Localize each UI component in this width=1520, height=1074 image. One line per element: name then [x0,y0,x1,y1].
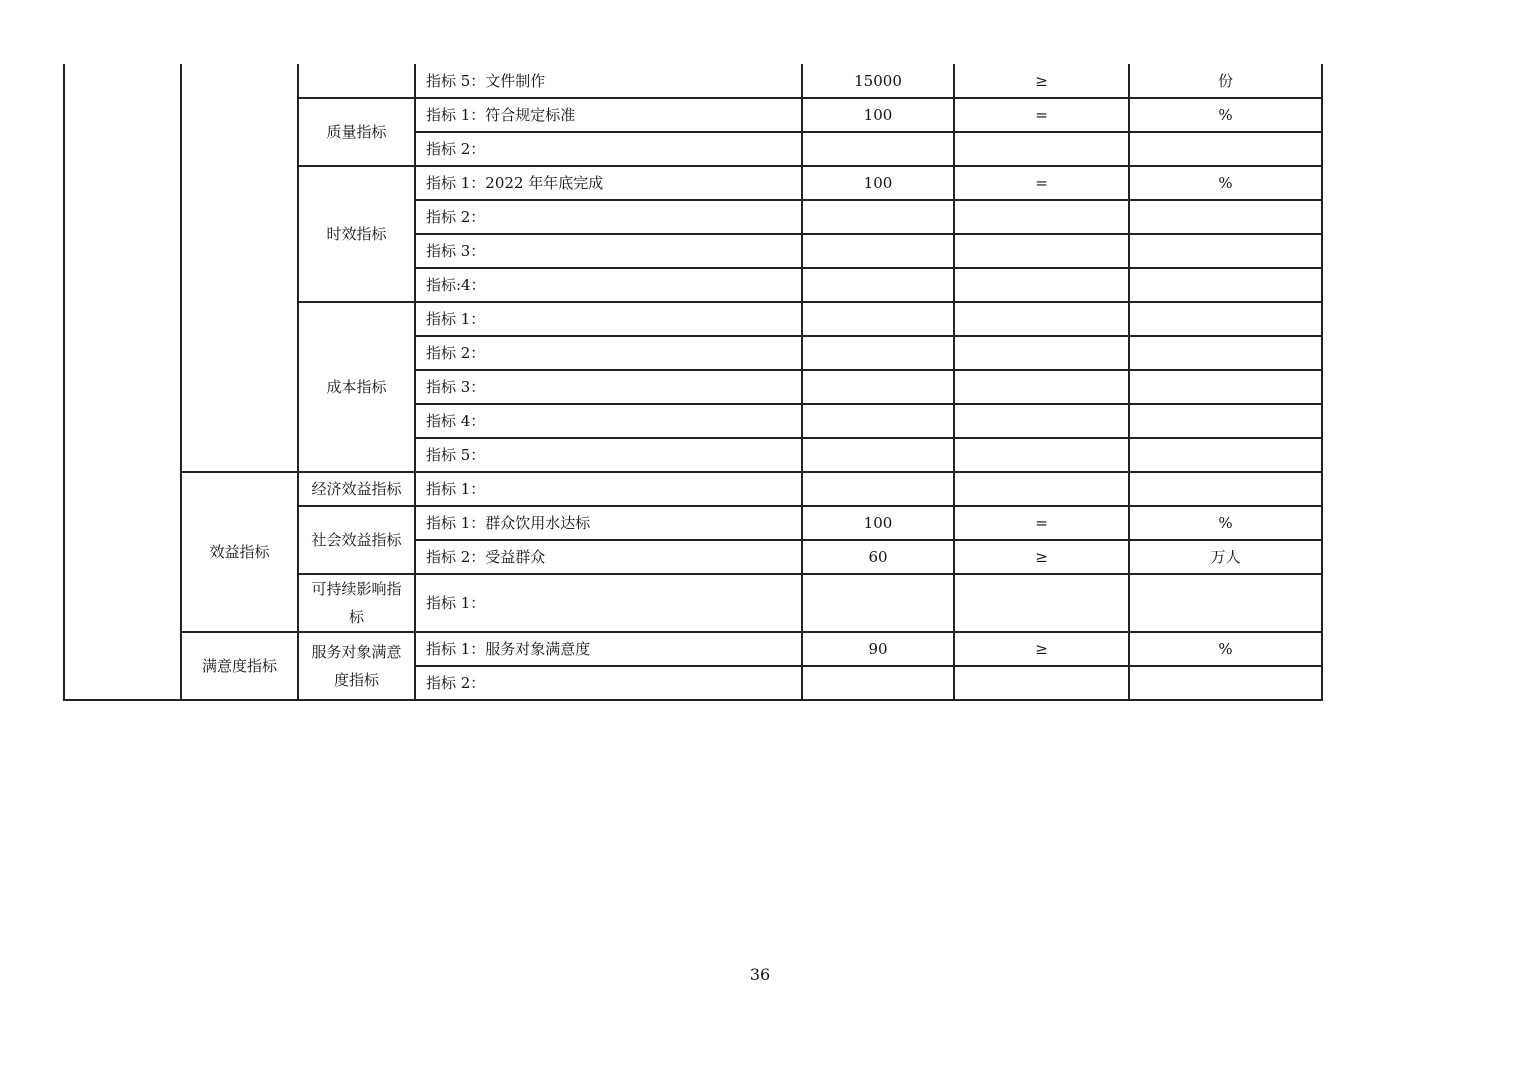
indicator-cell: 指标 5：文件制作 [415,64,802,98]
unit-cell [1129,132,1322,166]
value-cell [802,268,954,302]
unit-cell: 万人 [1129,540,1322,574]
benefit-label: 效益指标 [181,472,298,632]
unit-cell: % [1129,98,1322,132]
value-cell [802,370,954,404]
unit-cell [1129,234,1322,268]
value-cell: 100 [802,98,954,132]
operator-cell: ≥ [954,64,1129,98]
unit-cell: % [1129,506,1322,540]
operator-cell [954,336,1129,370]
indicator-cell: 指标 2： [415,336,802,370]
social-benefit-label: 社会效益指标 [298,506,415,574]
operator-cell [954,438,1129,472]
sustainable-impact-label: 可持续影响指标 [298,574,415,632]
unit-cell [1129,302,1322,336]
indicator-cell: 指标 1： [415,472,802,506]
economic-benefit-label: 经济效益指标 [298,472,415,506]
operator-cell [954,666,1129,700]
operator-cell [954,370,1129,404]
unit-cell [1129,404,1322,438]
operator-cell: = [954,98,1129,132]
value-cell [802,574,954,632]
indicator-cell: 指标:4： [415,268,802,302]
output-category-cell [181,64,298,472]
unit-cell [1129,666,1322,700]
satisfaction-label: 满意度指标 [181,632,298,700]
table-row [64,64,1322,98]
unit-cell [1129,574,1322,632]
operator-cell: ≥ [954,632,1129,666]
performance-indicator-table [63,64,1323,701]
operator-cell [954,132,1129,166]
indicator-cell: 指标 1：服务对象满意度 [415,632,802,666]
indicator-cell: 指标 2： [415,132,802,166]
unit-cell [1129,472,1322,506]
value-cell: 15000 [802,64,954,98]
table-row [64,632,1322,666]
service-satisfaction-label: 服务对象满意度指标 [298,632,415,700]
indicator-cell: 指标 1：群众饮用水达标 [415,506,802,540]
quality-label: 质量指标 [298,98,415,166]
indicator-cell: 指标 1：2022 年年底完成 [415,166,802,200]
operator-cell [954,234,1129,268]
value-cell: 100 [802,166,954,200]
page-number: 36 [749,965,771,984]
value-cell [802,132,954,166]
operator-cell [954,404,1129,438]
indicator-cell: 指标 5： [415,438,802,472]
value-cell [802,200,954,234]
unit-cell: % [1129,632,1322,666]
indicator-cell: 指标 1： [415,302,802,336]
value-cell [802,438,954,472]
indicator-cell: 指标 2： [415,200,802,234]
unit-cell [1129,370,1322,404]
operator-cell [954,472,1129,506]
indicator-cell: 指标 2：受益群众 [415,540,802,574]
operator-cell [954,574,1129,632]
value-cell [802,234,954,268]
operator-cell [954,268,1129,302]
unit-cell [1129,336,1322,370]
value-cell [802,302,954,336]
value-cell [802,336,954,370]
operator-cell [954,200,1129,234]
value-cell [802,666,954,700]
value-cell [802,404,954,438]
unit-cell [1129,268,1322,302]
operator-cell: = [954,506,1129,540]
value-cell: 60 [802,540,954,574]
unit-cell: % [1129,166,1322,200]
unit-cell [1129,200,1322,234]
value-cell: 100 [802,506,954,540]
timeliness-label: 时效指标 [298,166,415,302]
value-cell [802,472,954,506]
indicator-cell: 指标 1： [415,574,802,632]
operator-cell [954,302,1129,336]
cost-label: 成本指标 [298,302,415,472]
indicator-cell: 指标 4： [415,404,802,438]
indicator-cell: 指标 2： [415,666,802,700]
indicator-cell: 指标 1：符合规定标准 [415,98,802,132]
table-row [64,472,1322,506]
indicator-cell: 指标 3： [415,370,802,404]
operator-cell: ≥ [954,540,1129,574]
value-cell: 90 [802,632,954,666]
unit-cell [1129,438,1322,472]
indicator-cell: 指标 3： [415,234,802,268]
outer-category-cell [64,64,181,700]
prev-subcategory-cell [298,64,415,98]
operator-cell: = [954,166,1129,200]
unit-cell: 份 [1129,64,1322,98]
